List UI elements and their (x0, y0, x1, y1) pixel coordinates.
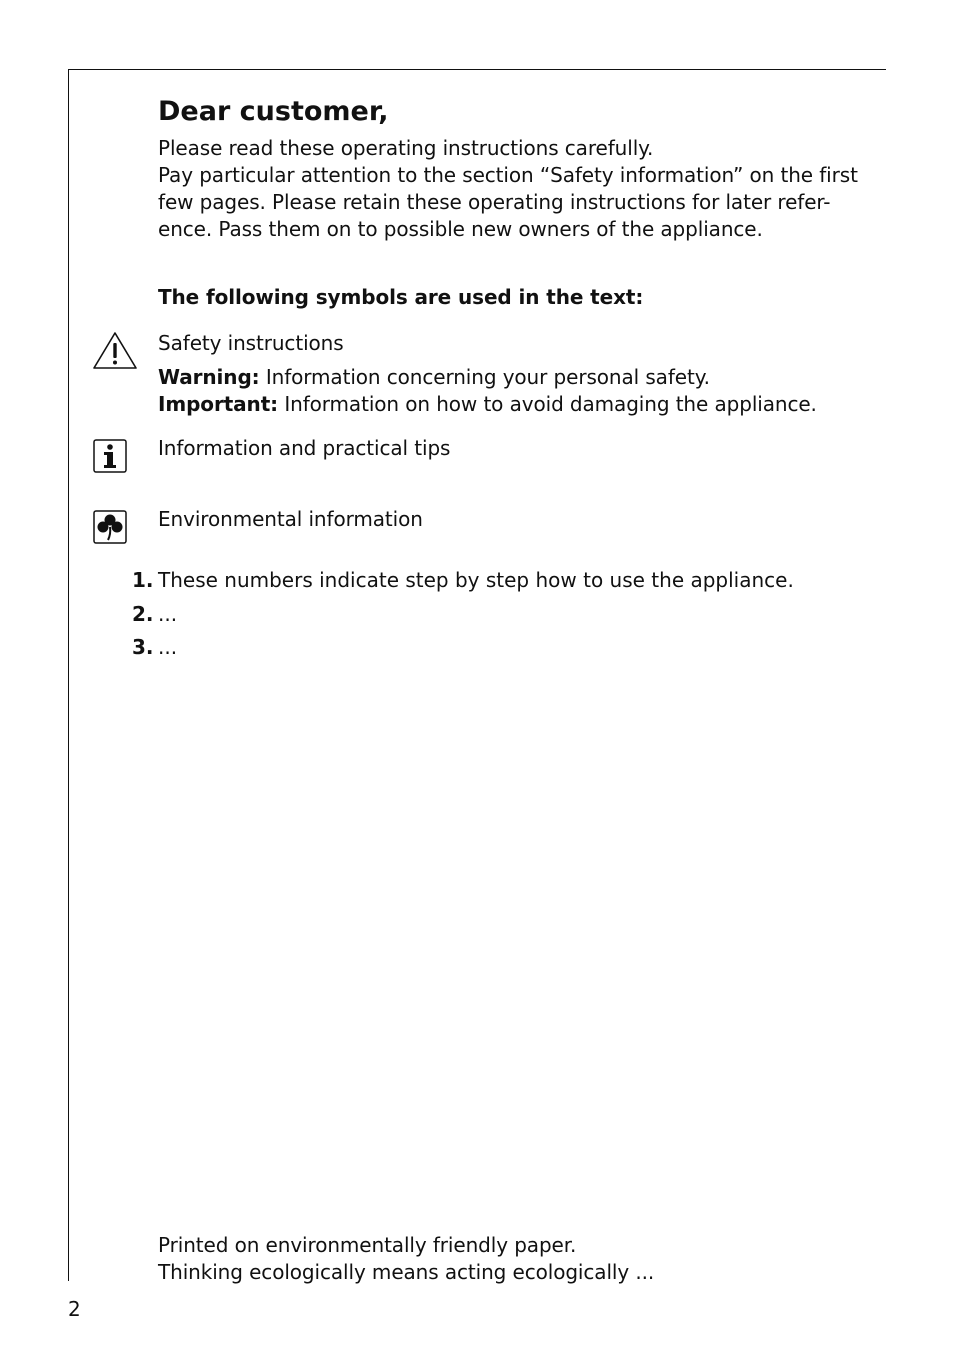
page-title: Dear customer, (158, 96, 389, 127)
environmental-info-label: Environmental information (158, 507, 423, 531)
intro-paragraph (158, 135, 858, 243)
warning-line (158, 364, 817, 391)
safety-details (158, 364, 817, 418)
info-tips-label: Information and practical tips (158, 436, 451, 460)
safety-instructions-label: Safety instructions (158, 331, 344, 355)
important-label: Important: (158, 392, 279, 416)
step-text: ... (158, 602, 178, 626)
step-number: 2. (132, 602, 154, 626)
clover-leaf-icon (93, 510, 127, 544)
left-margin-rule (68, 69, 69, 1281)
intro-line: ence. Pass them on to possible new owners of the appliance. (158, 217, 763, 241)
step-item (132, 634, 177, 661)
intro-line: Please read these operating instructions carefully. (158, 136, 654, 160)
page-number: 2 (68, 1297, 81, 1321)
step-number: 1. (132, 568, 154, 592)
step-item (132, 601, 177, 628)
symbols-heading: The following symbols are used in the text: (158, 285, 644, 309)
important-text: Information on how to avoid damaging the appliance. (278, 392, 817, 416)
info-icon (93, 439, 127, 473)
warning-text: Information concerning your personal safety. (259, 365, 710, 389)
footer-line: Printed on environmentally friendly paper. (158, 1233, 577, 1257)
step-text: These numbers indicate step by step how to use the appliance. (158, 568, 794, 592)
step-item (132, 567, 794, 594)
step-number: 3. (132, 635, 154, 659)
top-rule (68, 69, 886, 70)
important-line (158, 391, 817, 418)
warning-label: Warning: (158, 365, 260, 389)
footer-line: Thinking ecologically means acting ecologically ... (158, 1260, 655, 1284)
footer-note (158, 1232, 654, 1286)
warning-triangle-icon (92, 331, 138, 371)
step-text: ... (158, 635, 178, 659)
intro-line: Pay particular attention to the section “Safety information” on the first (158, 163, 858, 187)
intro-line: few pages. Please retain these operating instructions for later refer- (158, 190, 831, 214)
